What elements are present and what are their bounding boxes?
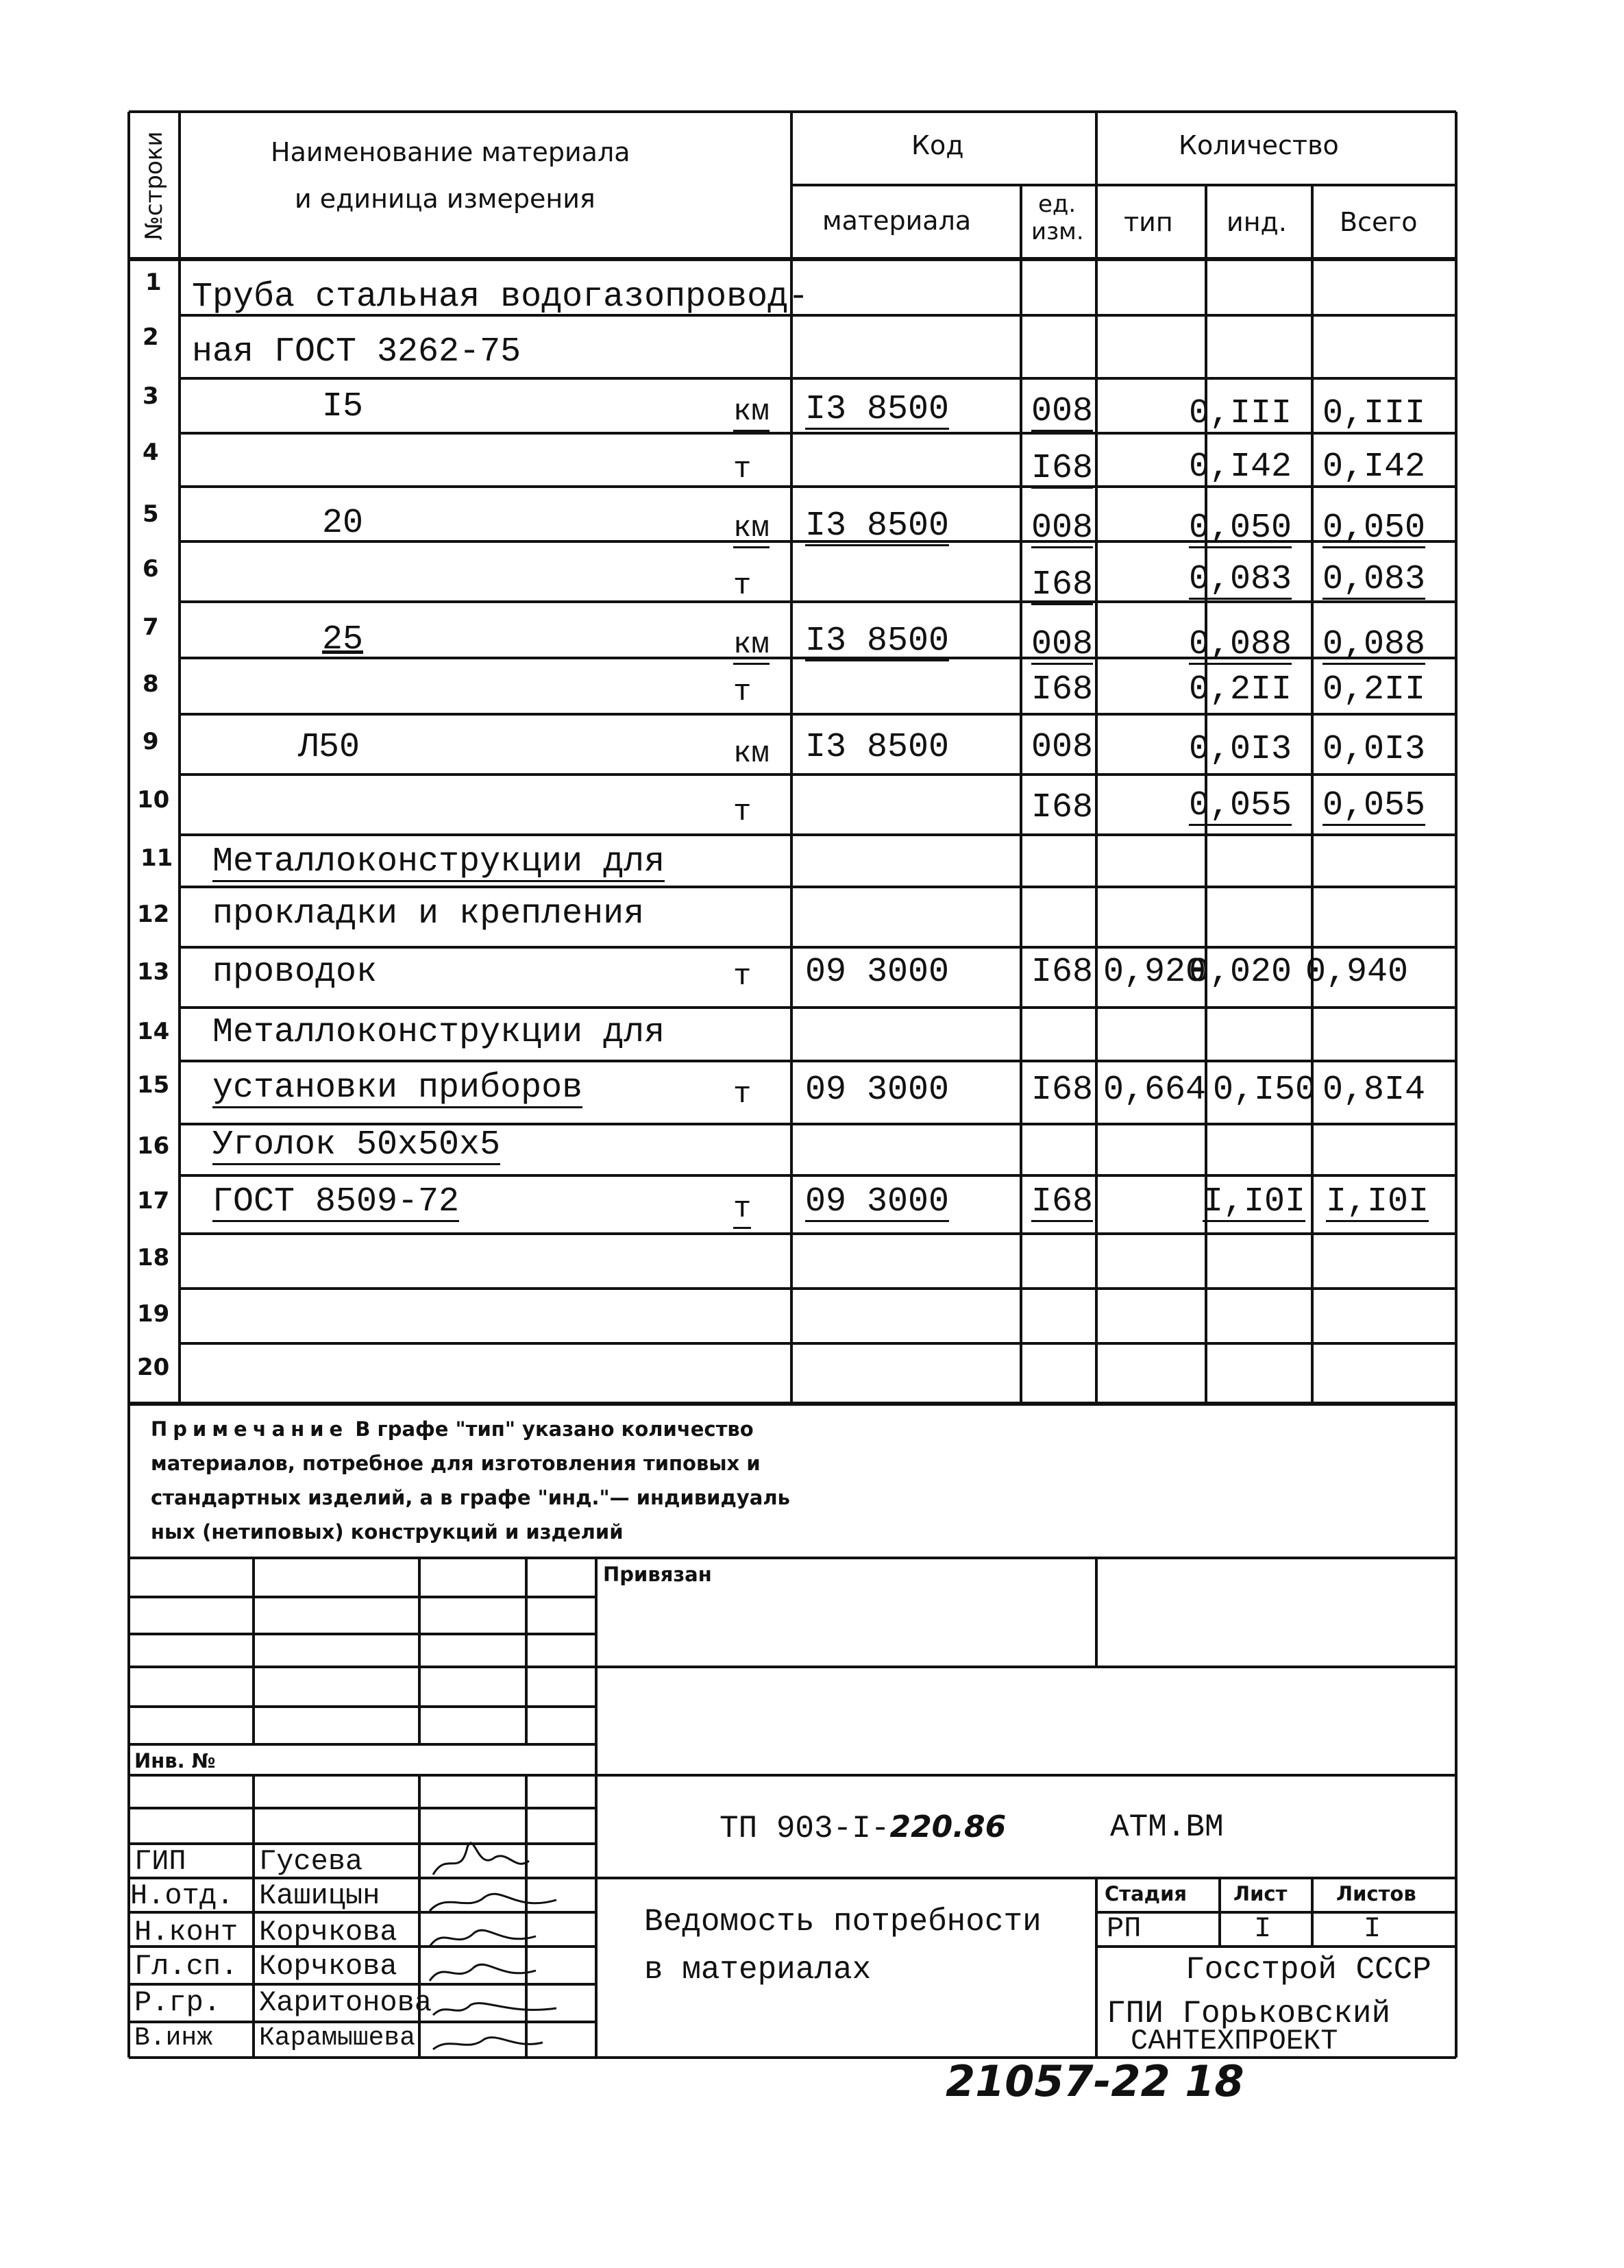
organization-line2: ГПИ Горьковский: [1107, 1996, 1391, 2032]
row-number: 12: [137, 901, 170, 928]
material-name: Металлоконструкции для: [212, 842, 665, 881]
row-number: 1: [145, 269, 162, 296]
code-unit-cell: 008: [1031, 728, 1094, 767]
document-title-line1: Ведомость потребности: [644, 1904, 1042, 1940]
ind-cell: 0,050: [1189, 509, 1292, 548]
sheet-value: I: [1254, 1912, 1272, 1945]
unit-cell: т: [733, 452, 752, 487]
row-number: 4: [143, 439, 159, 466]
staff-name: Гусева: [259, 1845, 363, 1878]
total-cell: 0,050: [1322, 509, 1426, 548]
code-unit-cell: I68: [1031, 953, 1094, 992]
code-cell: I3 8500: [805, 622, 950, 661]
type-cell: 0,920: [1103, 953, 1207, 992]
ind-cell: 0,088: [1189, 625, 1292, 664]
organization-line3: САНТЕХПРОЕКТ: [1131, 2025, 1338, 2058]
row-number: 18: [137, 1244, 170, 1271]
stage-value: РП: [1107, 1912, 1142, 1945]
code-cell: 09 3000: [805, 1182, 950, 1221]
row-number: 15: [137, 1071, 170, 1099]
code-unit-header-line2: изм.: [1031, 218, 1084, 245]
row-number: 11: [140, 844, 173, 872]
staff-role: ГИП: [134, 1845, 186, 1878]
ind-cell: 0,I42: [1189, 448, 1292, 487]
row-number: 17: [137, 1187, 170, 1215]
total-cell: 0,2II: [1322, 670, 1426, 709]
staff-name: Харитонова: [259, 1986, 432, 2019]
code-unit-cell: I68: [1031, 449, 1094, 488]
unit-cell: т: [733, 1191, 751, 1229]
ind-cell: I,I0I: [1203, 1182, 1306, 1221]
material-name: Труба стальная водогазопровод-: [192, 278, 809, 317]
note-block: [151, 1412, 959, 1549]
row-number: 6: [143, 555, 159, 583]
stage-label: Стадия: [1105, 1882, 1188, 1905]
bound-label: Привязан: [603, 1563, 712, 1586]
total-cell: 0,III: [1322, 394, 1426, 433]
staff-role: Н.конт: [134, 1916, 238, 1949]
row-number: 19: [137, 1300, 170, 1328]
ind-cell: 0,0I3: [1189, 730, 1292, 769]
total-cell: 0,088: [1322, 625, 1426, 664]
code-unit-cell: 008: [1031, 509, 1094, 548]
total-cell: 0,055: [1322, 786, 1426, 825]
archive-number: 21057-22 18: [946, 2056, 1244, 2106]
total-cell: 0,I42: [1322, 448, 1426, 487]
unit-cell: т: [733, 675, 752, 709]
staff-name: Карамышева: [259, 2023, 416, 2053]
document-code-print: ТП 903-I-: [719, 1811, 890, 1846]
staff-name: Корчкова: [259, 1916, 397, 1949]
row-number: 14: [137, 1018, 170, 1045]
document-code-handwritten: 220.86: [889, 1809, 1007, 1844]
material-name: 25: [322, 620, 364, 659]
staff-role: Н.отд.: [130, 1879, 234, 1912]
code-cell: I3 8500: [805, 728, 950, 767]
type-cell: 0,664: [1103, 1071, 1207, 1110]
total-cell: 0,0I3: [1322, 730, 1426, 769]
row-number: 10: [137, 786, 170, 814]
total-cell: 0,940: [1305, 953, 1409, 992]
quantity-ind-header: инд.: [1227, 207, 1287, 237]
code-unit-cell: I68: [1031, 670, 1094, 709]
name-header-line2: и единица измерения: [295, 184, 595, 214]
ind-cell: 0,083: [1189, 560, 1292, 599]
row-number: 13: [137, 958, 170, 986]
row-number: 5: [143, 500, 159, 528]
sheet-label: Лист: [1233, 1882, 1288, 1905]
code-unit-cell: 008: [1031, 625, 1094, 664]
material-name: Уголок 50х50х5: [212, 1125, 501, 1165]
row-number: 2: [143, 324, 159, 351]
staff-name: Корчкова: [259, 1950, 397, 1983]
ind-cell: 0,I50: [1213, 1071, 1316, 1110]
code-unit-header-line1: ед.: [1038, 191, 1076, 218]
organization-line1: Госстрой СССР: [1185, 1952, 1431, 1988]
name-header-line1: Наименование материала: [271, 137, 630, 167]
ind-cell: 0,2II: [1189, 670, 1292, 709]
row-number: 8: [143, 670, 159, 698]
document-code: [719, 1809, 1006, 1846]
note-line1: В графе "тип" указано количество: [355, 1417, 754, 1441]
material-name: I5: [322, 387, 364, 426]
unit-cell: т: [733, 569, 752, 603]
code-unit-cell: I68: [1031, 565, 1094, 605]
total-cell: 0,8I4: [1322, 1071, 1426, 1110]
unit-cell: т: [733, 1077, 752, 1112]
code-cell: I3 8500: [805, 390, 950, 429]
material-name: прокладки и крепления: [212, 894, 645, 934]
total-cell: I,I0I: [1326, 1182, 1429, 1221]
code-unit-cell: I68: [1031, 788, 1094, 827]
quantity-type-header: тип: [1124, 207, 1173, 237]
staff-role: Гл.сп.: [134, 1950, 238, 1983]
row-number: 20: [137, 1354, 170, 1381]
staff-name: Кашицын: [259, 1879, 380, 1912]
code-cell: 09 3000: [805, 953, 950, 992]
quantity-header: Количество: [1179, 130, 1339, 160]
ind-cell: 0,020: [1189, 953, 1292, 992]
staff-role: Р.гр.: [134, 1986, 221, 2019]
row-number: 7: [143, 613, 159, 641]
sheets-value: I: [1364, 1912, 1381, 1945]
code-cell: 09 3000: [805, 1071, 950, 1110]
material-name: ная ГОСТ 3262-75: [192, 332, 521, 371]
ind-cell: 0,055: [1189, 786, 1292, 825]
row-number: 9: [143, 728, 159, 755]
material-name: 20: [322, 504, 364, 543]
note-line3: стандартных изделий, а в графе "инд."— индивидуаль: [151, 1486, 790, 1509]
note-title: Примечание: [151, 1417, 349, 1441]
document-mark: АТМ.ВМ: [1110, 1809, 1224, 1845]
ind-cell: 0,III: [1189, 394, 1292, 433]
material-name: проводок: [212, 953, 378, 992]
unit-cell: км: [733, 511, 770, 548]
code-header: Код: [911, 130, 964, 160]
code-cell: I3 8500: [805, 507, 950, 546]
unit-cell: км: [733, 737, 770, 771]
unit-cell: т: [733, 960, 752, 994]
material-name: ГОСТ 8509-72: [212, 1182, 460, 1221]
material-name: Л50: [298, 728, 360, 767]
document-title-line2: в материалах: [644, 1952, 872, 1988]
row-number: 3: [143, 382, 159, 410]
material-name: установки приборов: [212, 1069, 583, 1108]
code-material-header: материала: [822, 206, 972, 236]
code-unit-cell: 008: [1031, 392, 1094, 431]
material-name: Металлоконструкции для: [212, 1013, 665, 1052]
code-unit-cell: I68: [1031, 1182, 1094, 1221]
inventory-label: Инв. №: [134, 1749, 216, 1772]
unit-cell: т: [733, 795, 752, 829]
staff-role: В.инж: [134, 2023, 213, 2053]
total-cell: 0,083: [1322, 560, 1426, 599]
unit-cell: км: [733, 627, 770, 665]
signatures: [419, 1809, 596, 2058]
row-number: 16: [137, 1132, 170, 1160]
row-number-header: №строки: [140, 131, 168, 240]
quantity-total-header: Всего: [1340, 207, 1418, 237]
note-line2: материалов, потребное для изготовления типовых и: [151, 1452, 761, 1475]
unit-cell: км: [733, 394, 770, 432]
note-line4: ных (нетиповых) конструкций и изделий: [151, 1520, 624, 1544]
sheets-label: Листов: [1336, 1882, 1416, 1905]
code-unit-cell: I68: [1031, 1071, 1094, 1110]
